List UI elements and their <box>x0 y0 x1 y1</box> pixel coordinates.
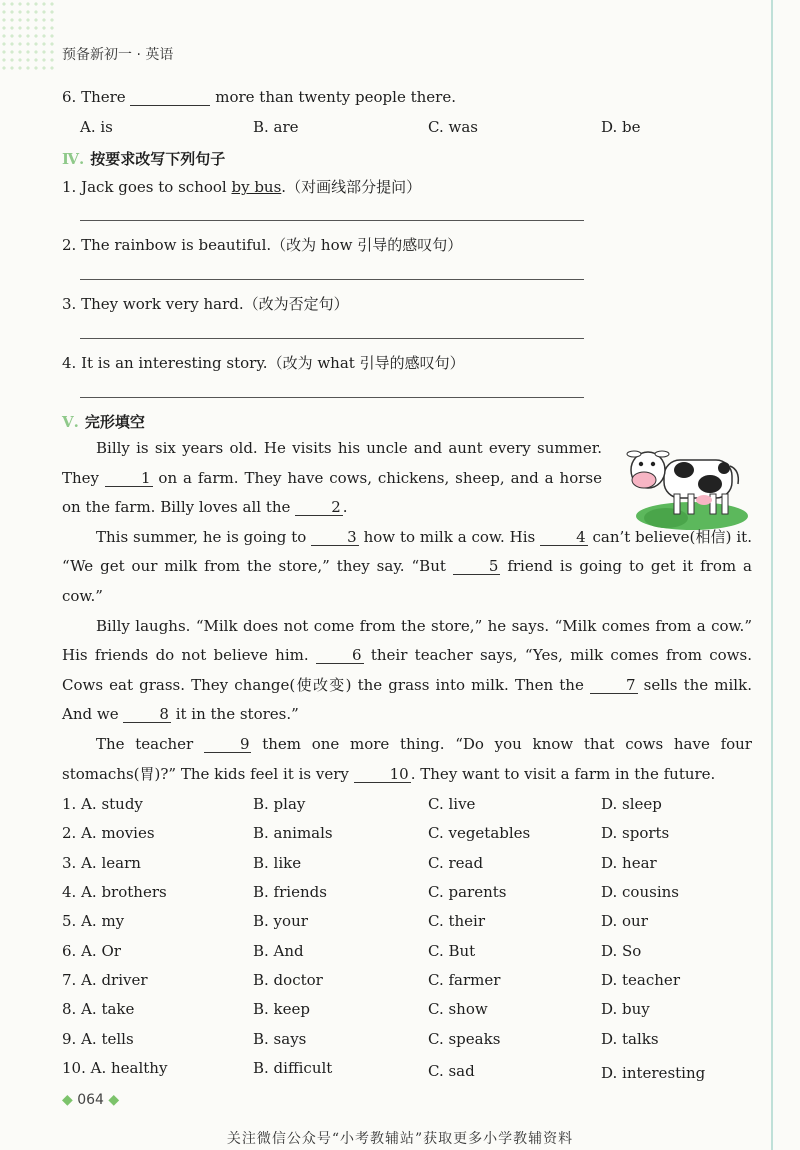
passage-text: Billy laughs. “Milk does not come from the store,” he says. “Milk comes from a cow.” His friends do not believe him. <box>62 616 752 665</box>
section-numeral: Ⅳ. <box>62 150 85 168</box>
question-6 <box>62 88 456 106</box>
item-text: 1. Jack goes to school <box>62 178 232 196</box>
choice-3-d: D. hear <box>601 854 657 872</box>
choice-1-a: 1. A. study <box>62 795 143 813</box>
answer-line[interactable] <box>80 279 584 280</box>
option: A. is <box>80 118 113 136</box>
answer-line[interactable] <box>80 338 584 339</box>
cloze-blank-3[interactable]: 3 <box>311 529 359 546</box>
passage-text: on a farm. They have cows, chickens, sheep, and a horse on the farm. Billy loves all the <box>62 468 602 517</box>
page-number-text: 064 <box>77 1092 104 1108</box>
passage-text: them one more thing. “Do you know that cows have four stomachs(胃)?” The kids feel it is very <box>62 734 752 783</box>
choice-9-b: B. says <box>253 1030 307 1048</box>
passage-text: how to milk a cow. His <box>363 527 536 546</box>
choice-7-a: 7. A. driver <box>62 971 148 989</box>
rewrite-item-2: 2. The rainbow is beautiful.（改为 how 引导的感叹句） <box>62 236 463 254</box>
rewrite-item-3: 3. They work very hard.（改为否定句） <box>62 295 349 313</box>
rewrite-item-1 <box>62 176 421 197</box>
cloze-blank-1[interactable]: 1 <box>105 470 153 487</box>
choice-2-d: D. sports <box>601 824 670 842</box>
choice-7-d: D. teacher <box>601 971 680 989</box>
choice-10-c: C. sad <box>428 1062 475 1080</box>
section-title: 按要求改写下列句子 <box>90 150 226 168</box>
choice-2-c: C. vegetables <box>428 824 531 842</box>
choice-7-b: B. doctor <box>253 971 323 989</box>
choice-6-a: 6. A. Or <box>62 942 121 960</box>
underlined-phrase: by bus <box>231 178 282 196</box>
choice-3-a: 3. A. learn <box>62 854 141 872</box>
section-5-heading <box>62 411 145 432</box>
cloze-blank-4[interactable]: 4 <box>540 529 588 546</box>
cloze-blank-8[interactable]: 8 <box>123 706 171 723</box>
cloze-blank-7[interactable]: 7 <box>590 677 638 694</box>
option: C. was <box>428 118 478 136</box>
paragraph-1 <box>62 434 602 523</box>
paragraph-3 <box>62 612 752 730</box>
cloze-passage <box>62 434 752 789</box>
page-number <box>62 1092 119 1108</box>
choice-5-b: B. your <box>253 912 308 930</box>
leaf-icon: ◆ <box>62 1092 73 1108</box>
question-6-prefix: 6. There <box>62 88 126 106</box>
choice-8-c: C. show <box>428 1000 488 1018</box>
passage-text: friend is going to get it from a cow.” <box>62 557 752 605</box>
choice-5-a: 5. A. my <box>62 912 125 930</box>
question-6-suffix: more than twenty people there. <box>215 88 456 106</box>
cloze-blank-6[interactable]: 6 <box>316 647 364 664</box>
leaf-icon: ◆ <box>108 1092 120 1108</box>
choice-9-c: C. speaks <box>428 1030 501 1048</box>
choice-5-c: C. their <box>428 912 486 930</box>
passage-text: their teacher says, “Yes, milk comes from cows. Cows eat grass. They change(使改变) the grass into milk. Then the <box>62 646 752 694</box>
choice-4-c: C. parents <box>428 883 507 901</box>
paragraph-2 <box>62 523 752 612</box>
page-edge-rule <box>771 0 773 1150</box>
choice-5-d: D. our <box>601 912 648 930</box>
cloze-blank-2[interactable]: 2 <box>295 499 343 516</box>
passage-text: The teacher <box>96 734 194 753</box>
choice-9-a: 9. A. tells <box>62 1030 134 1048</box>
passage-text: . They want to visit a farm in the future. <box>410 764 716 783</box>
choice-1-d: D. sleep <box>601 795 662 813</box>
cloze-blank-10[interactable]: 10 <box>354 766 411 783</box>
passage-text: can’t believe(相信) it. “We get our milk from the store,” they say. “But <box>62 527 752 576</box>
answer-line[interactable] <box>80 397 584 398</box>
page-header: 预备新初一 · 英语 <box>62 47 174 63</box>
choice-3-b: B. like <box>253 854 302 872</box>
cloze-blank-9[interactable]: 9 <box>204 736 252 753</box>
rewrite-item-4: 4. It is an interesting story.（改为 what 引导的感叹句） <box>62 354 465 372</box>
choice-10-d: D. interesting <box>601 1064 706 1082</box>
choice-8-a: 8. A. take <box>62 1000 135 1018</box>
choice-3-c: C. read <box>428 854 484 872</box>
passage-text: . <box>342 498 348 517</box>
choice-4-a: 4. A. brothers <box>62 883 167 901</box>
choice-7-c: C. farmer <box>428 971 501 989</box>
choice-6-b: B. And <box>253 942 304 960</box>
choice-2-a: 2. A. movies <box>62 824 155 842</box>
option: D. be <box>601 118 641 136</box>
answer-blank[interactable] <box>130 89 210 106</box>
choice-8-d: D. buy <box>601 1000 650 1018</box>
corner-dot-pattern <box>0 0 58 70</box>
passage-text: Billy is six years old. He visits his uncle and aunt every summer. They <box>62 439 602 487</box>
passage-text: This summer, he is going to <box>96 527 307 546</box>
choice-6-d: D. So <box>601 942 642 960</box>
section-numeral: Ⅴ. <box>62 413 79 431</box>
option: B. are <box>253 118 299 136</box>
passage-text: it in the stores.” <box>175 705 299 724</box>
choice-1-c: C. live <box>428 795 476 813</box>
choice-4-d: D. cousins <box>601 883 679 901</box>
section-title: 完形填空 <box>84 413 145 431</box>
choice-2-b: B. animals <box>253 824 333 842</box>
choice-9-d: D. talks <box>601 1030 659 1048</box>
choice-4-b: B. friends <box>253 883 327 901</box>
choice-10-b: B. difficult <box>253 1059 333 1077</box>
cloze-blank-5[interactable]: 5 <box>453 558 501 575</box>
choice-10-a: 10. A. healthy <box>62 1059 168 1077</box>
choice-1-b: B. play <box>253 795 306 813</box>
answer-line[interactable] <box>80 220 584 221</box>
section-4-heading <box>62 148 225 169</box>
passage-text: sells the milk. And we <box>62 675 752 724</box>
footer-note: 关注微信公众号“小考教辅站”获取更多小学教辅资料 <box>226 1131 574 1147</box>
paragraph-4 <box>62 730 752 789</box>
choice-6-c: C. But <box>428 942 476 960</box>
choice-8-b: B. keep <box>253 1000 311 1018</box>
item-instruction: .（对画线部分提问） <box>281 178 422 196</box>
